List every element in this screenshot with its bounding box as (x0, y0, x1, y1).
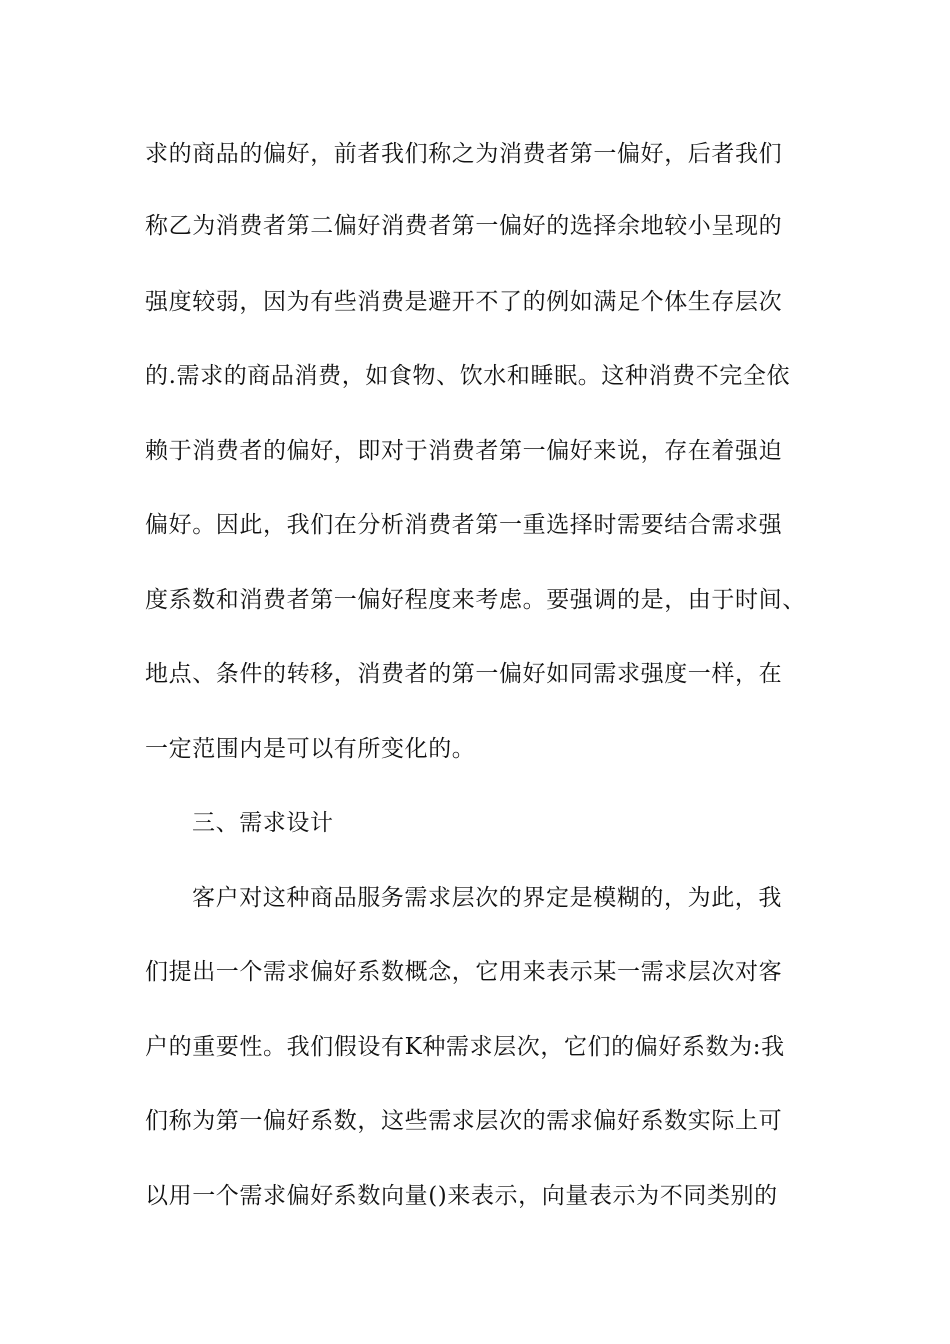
paragraph-line: 们称为第一偏好系数，这些需求层次的需求偏好系数实际上可 (145, 1108, 783, 1134)
paragraph-line: 的.需求的商品消费，如食物、饮水和睡眠。这种消费不完全依 (145, 363, 791, 389)
paragraph-line: 偏好。因此，我们在分析消费者第一重选择时需要结合需求强 (145, 512, 783, 538)
paragraph-line: 以用一个需求偏好系数向量()来表示，向量表示为不同类别的 (145, 1183, 778, 1209)
paragraph-line: 度系数和消费者第一偏好程度来考虑。要强调的是，由于时间、 (145, 587, 806, 613)
paragraph-line: 称乙为消费者第二偏好消费者第一偏好的选择余地较小呈现的 (145, 213, 783, 239)
paragraph-line: 赖于消费者的偏好，即对于消费者第一偏好来说，存在着强迫 (145, 438, 783, 464)
paragraph-line: 户的重要性。我们假设有K种需求层次，它们的偏好系数为:我 (145, 1034, 785, 1060)
paragraph-line: 客户对这种商品服务需求层次的界定是模糊的，为此，我 (192, 885, 782, 911)
section-heading: 三、需求设计 (192, 810, 334, 836)
paragraph-line: 们提出一个需求偏好系数概念，它用来表示某一需求层次对客 (145, 959, 783, 985)
paragraph-line: 一定范围内是可以有所变化的。 (145, 736, 476, 762)
paragraph-line: 强度较弱，因为有些消费是避开不了的例如满足个体生存层次 (145, 289, 783, 315)
paragraph-line: 求的商品的偏好，前者我们称之为消费者第一偏好，后者我们 (145, 141, 783, 167)
paragraph-line: 地点、条件的转移，消费者的第一偏好如同需求强度一样，在 (145, 661, 783, 687)
